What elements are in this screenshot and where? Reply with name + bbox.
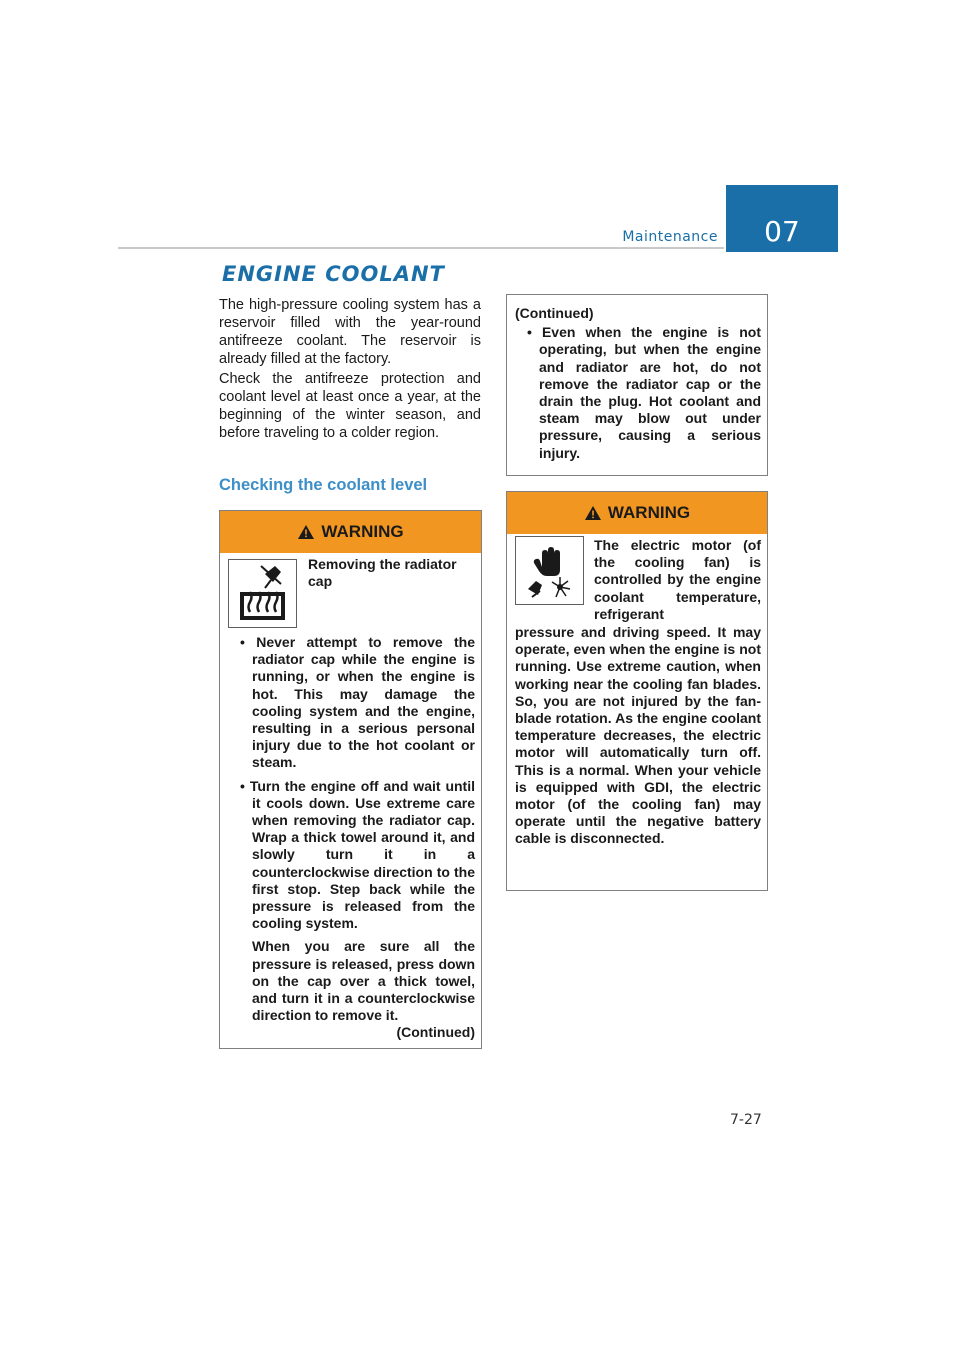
warning-bullet-2: • Turn the engine off and wait until it cools down. Use extreme care when removing the radiator cap. Wrap a thick towel around it, and slowly turn it in a counterclockwise direction to the first stop. Step back while the pressure is released from the cooling system.	[240, 777, 475, 932]
warning-text-top: The electric motor (of the cooling fan) is controlled by the engine coolant temperature, refrigerant	[594, 537, 761, 622]
hand-fan-blade-icon	[515, 536, 584, 605]
warning-box-cooling-fan	[506, 491, 768, 891]
warning-label: WARNING	[607, 503, 691, 522]
intro-paragraph-2: Check the antifreeze protection and coolant level at least once a year, at the beginning of the winter season, and before traveling to a colder region.	[219, 371, 481, 441]
warning-triangle-icon	[584, 505, 602, 521]
section-label: Maintenance	[622, 229, 718, 245]
warning-box-radiator-cap	[219, 510, 482, 1049]
continued-bullet: • Even when the engine is not operating, but when the engine and radiator are hot, do not remove the radiator cap or the drain the plug. Hot coolant and steam may blow out under pressure, causing a serious injury.	[527, 324, 761, 461]
page-number: 7-27	[730, 1112, 762, 1128]
warning-header	[507, 492, 767, 534]
warning-text-rest: pressure and driving speed. It may operate, even when the engine is not running. Use extreme caution, when working near the cooling fan blades. So, you are not injured by the fan-blade rotation. As the engine coolant temperature decreases, the electric motor will automatically turn off. This is a normal. When your vehicle is equipped with GDI, the electric motor (of the cooling fan) may operate until the negative battery cable is disconnected.	[515, 624, 761, 847]
page-title: ENGINE COOLANT	[222, 262, 445, 286]
warning-label: WARNING	[321, 522, 404, 541]
warning-paragraph: When you are sure all the pressure is released, press down on the cap over a thick towel, and turn it in a counterclockwise direction to remove it.	[252, 938, 475, 1024]
warning-caption: Removing the radiator cap	[308, 556, 457, 590]
warning-bullet-1: • Never attempt to remove the radiator cap while the engine is running, or when the engine is hot. This may damage the cooling system and the engine, resulting in a serious personal injury due to the hot coolant or steam.	[240, 634, 476, 771]
warning-header	[220, 511, 481, 553]
chapter-tab: 07	[726, 185, 838, 252]
continued-heading: (Continued)	[515, 305, 594, 321]
continued-note: (Continued)	[396, 1024, 475, 1041]
header-rule	[118, 247, 724, 249]
warning-triangle-icon	[297, 524, 315, 540]
radiator-cap-hot-icon	[228, 559, 297, 628]
continued-box	[506, 294, 768, 476]
intro-paragraph-1: The high-pressure cooling system has a reservoir filled with the year-round antifreeze coolant. The reservoir is already filled at the factory.	[219, 297, 481, 367]
sub-heading: Checking the coolant level	[219, 476, 428, 494]
